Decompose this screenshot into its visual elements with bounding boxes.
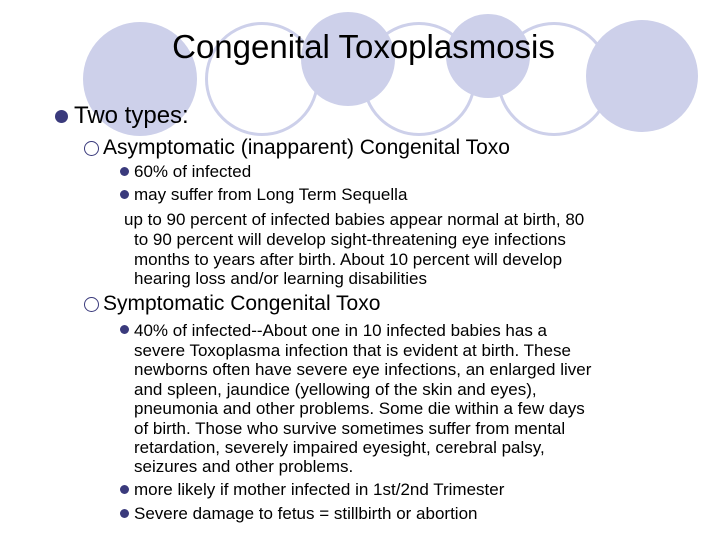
bullet-dot-icon: [120, 485, 129, 494]
bullet-dot-icon: [120, 167, 129, 176]
bullet-dot-icon: [55, 110, 68, 123]
symptomatic-heading: Symptomatic Congenital Toxo: [103, 292, 381, 315]
bullet-dot-icon: [120, 509, 129, 518]
asymptomatic-note-line: up to 90 percent of infected babies appear normal at birth, 80: [124, 210, 585, 229]
symptomatic-point-1-line: seizures and other problems.: [134, 457, 354, 476]
symptomatic-point-2: more likely if mother infected in 1st/2nd Trimester: [134, 480, 505, 499]
symptomatic-point-1-line: retardation, severely impaired eyesight, cerebral palsy,: [134, 438, 545, 457]
asymptomatic-note-line: to 90 percent will develop sight-threatening eye infections: [134, 230, 566, 249]
symptomatic-point-1-line: newborns often have severe eye infections, an enlarged liver: [134, 360, 592, 379]
bullet-dot-icon: [120, 325, 129, 334]
symptomatic-point-1-line: and spleen, jaundice (yellowing of the skin and eyes),: [134, 380, 537, 399]
asymptomatic-note-line: hearing loss and/or learning disabilities: [134, 269, 427, 288]
symptomatic-point-1-line: of birth. Those who survive sometimes suffer from mental: [134, 419, 566, 438]
symptomatic-point-1-line: 40% of infected--About one in 10 infected babies has a: [134, 321, 548, 340]
asymptomatic-note-line: months to years after birth. About 10 percent will develop: [134, 250, 563, 269]
bullet-dot-icon: [120, 190, 129, 199]
symptomatic-point-1-line: severe Toxoplasma infection that is evident at birth. These: [134, 341, 571, 360]
asymptomatic-point-1: 60% of infected: [134, 162, 252, 181]
symptomatic-point-1-line: pneumonia and other problems. Some die within a few days: [134, 399, 585, 418]
asymptomatic-point-2: may suffer from Long Term Sequella: [134, 185, 408, 204]
hollow-bullet-icon: [84, 141, 99, 156]
hollow-bullet-icon: [84, 297, 99, 312]
level1-text: Two types:: [74, 102, 189, 129]
slide-title: Congenital Toxoplasmosis: [172, 28, 555, 65]
symptomatic-point-3: Severe damage to fetus = stillbirth or abortion: [134, 504, 478, 523]
asymptomatic-heading: Asymptomatic (inapparent) Congenital Toxo: [103, 136, 510, 159]
